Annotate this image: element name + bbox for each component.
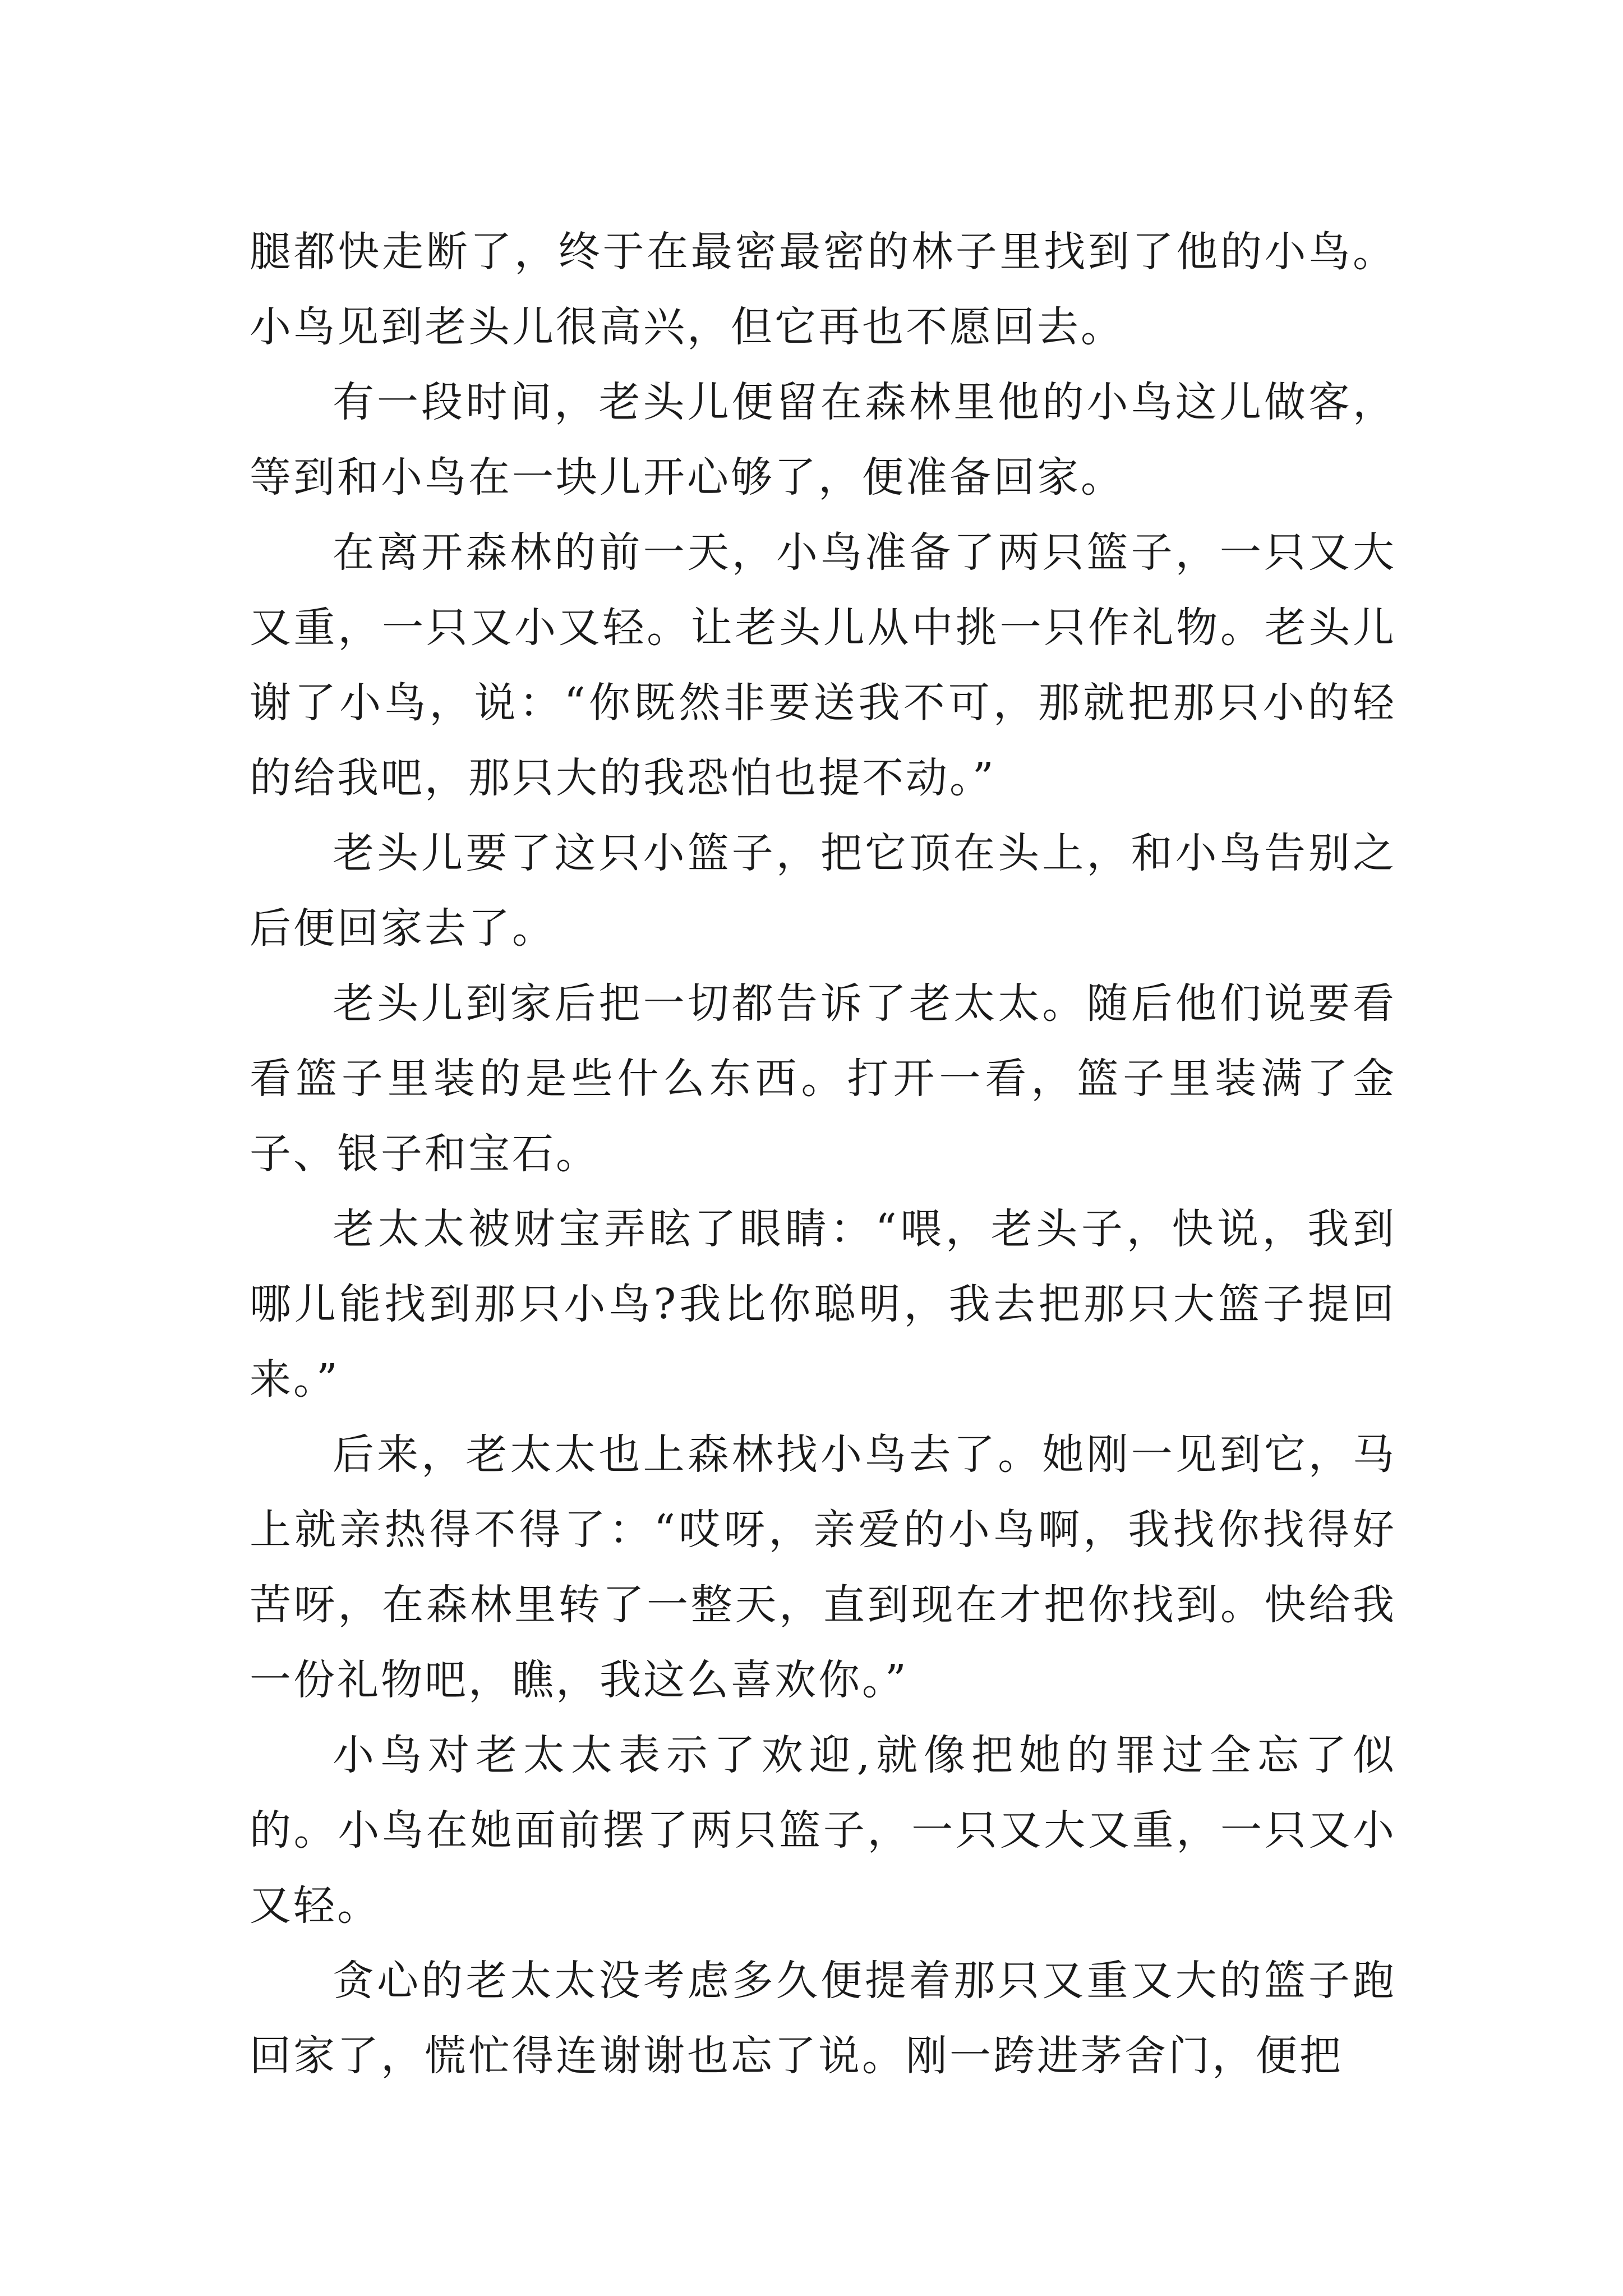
paragraph-3: 在离开森林的前一天，小鸟准备了两只篮子，一只又大又重，一只又小又轻。让老头儿从中挑一只作礼物。老头儿谢了小鸟，说：“你既然非要送我不可，那就把那只小的轻的给我吧，那只大的我恐怕也提不动。” — [250, 528, 1396, 802]
paragraph-9: 贪心的老太太没考虑多久便提着那只又重又大的篮子跑回家了，慌忙得连谢谢也忘了说。刚一跨进茅舍门，便把 — [250, 1957, 1396, 2080]
paragraph-8: 小鸟对老太太表示了欢迎,就像把她的罪过全忘了似的。小鸟在她面前摆了两只篮子，一只又大又重，一只又小又轻。 — [250, 1731, 1396, 1930]
paragraph-6: 老太太被财宝弄眩了眼睛：“喂，老头子，快说，我到哪儿能找到那只小鸟?我比你聪明，我去把那只大篮子提回来。” — [250, 1205, 1396, 1404]
paragraph-5: 老头儿到家后把一切都告诉了老太太。随后他们说要看看篮子里装的是些什么东西。打开一看，篮子里装满了金子、银子和宝石。 — [250, 979, 1396, 1178]
paragraph-1: 腿都快走断了，终于在最密最密的林子里找到了他的小鸟。小鸟见到老头儿很高兴，但它再也不愿回去。 — [250, 228, 1396, 351]
paragraph-2: 有一段时间，老头儿便留在森林里他的小鸟这儿做客，等到和小鸟在一块儿开心够了，便准备回家。 — [250, 378, 1396, 501]
paragraph-7: 后来，老太太也上森林找小鸟去了。她刚一见到它，马上就亲热得不得了：“哎呀，亲爱的小鸟啊，我找你找得好苦呀，在森林里转了一整天，直到现在才把你找到。快给我一份礼物吧，瞧，我这么喜欢你。” — [250, 1430, 1396, 1704]
story-text — [250, 214, 1396, 2093]
paragraph-4: 老头儿要了这只小篮子，把它顶在头上，和小鸟告别之后便回家去了。 — [250, 829, 1396, 953]
